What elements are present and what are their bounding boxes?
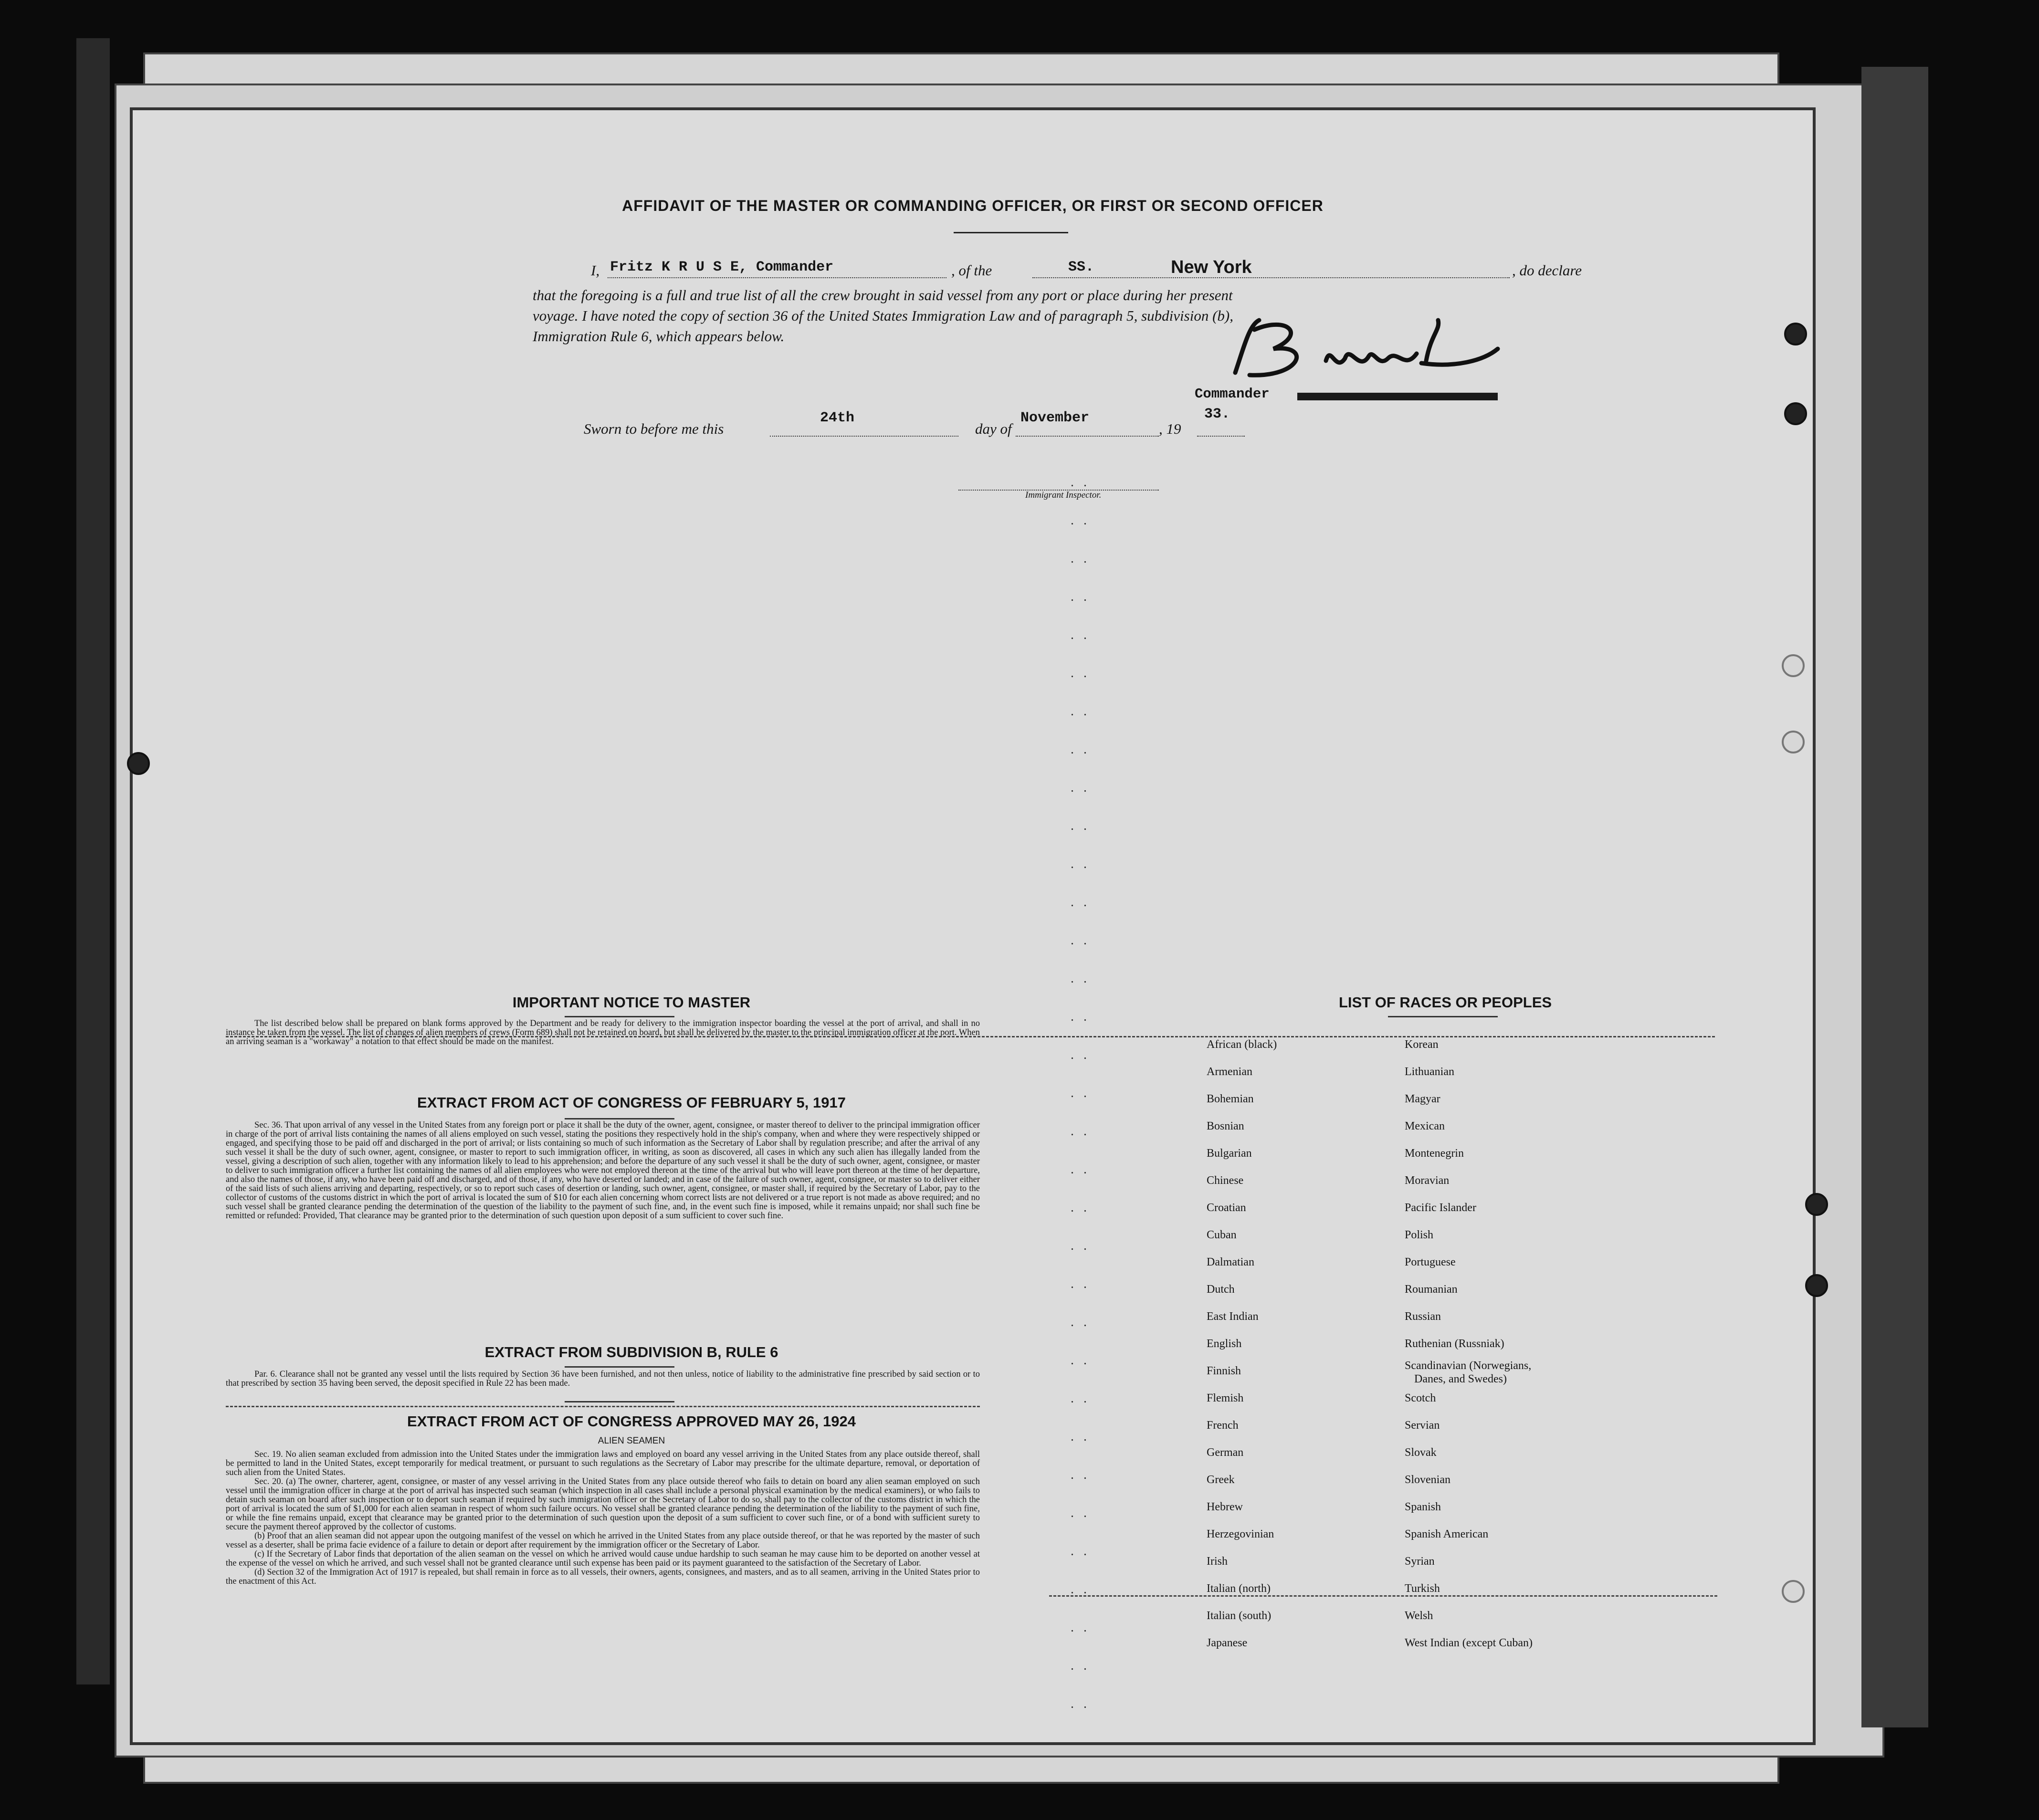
year-prefix: , 19: [1159, 420, 1181, 437]
race-right-8: Polish: [1405, 1229, 1434, 1241]
punch-hole: [1782, 731, 1805, 753]
affidavit-page: [130, 107, 1816, 1745]
day-of-label: day of: [975, 420, 1012, 437]
race-right-13-cont: Danes, and Swedes): [1414, 1373, 1507, 1385]
extract-1917-paragraph: Sec. 36. That upon arrival of any vessel in the United States from any foreign port or place it shall be the duty of the owner, agent, consignee, or master thereof to deliver to the principal immigration officer in charge of the port of arrival lists containing the names of all aliens employed on such vessel, stating the positions they respectively hold in the ship's company, when and where they were respectively shipped or engaged, and specifying those to be paid off and discharged in the port of arrival; or lists containing so much of such information as the Secretary of Labor shall by regulation prescribe; and after the arrival of any such vessel it shall be the duty of such owner, agent, consignee, or master to report to such immigration officer, in writing, as soon as discovered, all cases in which any such alien has illegally landed from the vessel, giving a description of such alien, together with any information likely to lead to his apprehension; and before the departure of any such vessel it shall be the duty of such owner, agent, consignee, or master to deliver to such immigration officer a further list containing the names of all alien employees who were not employed thereon at the time of the arrival but who will leave port thereon at the time of her departure, and also the names of those, if any, who have been paid off and discharged, and of those, if any, who have deserted or landed; and in case of the failure of such owner, agent, consignee, or master so to deliver either of the said lists of such aliens arriving and departing, respectively, or so to report such cases of desertion or landing, such owner, agent, consignee, or master shall, if required by the Secretary of Labor, pay to the collector of customs of the customs district in which the port of arrival is located the sum of $10 for each alien concerning whom correct lists are not delivered or a true report is not made as above required; and no such vessel shall be granted clearance pending the determination of the question of the liability to the payment of such fine, and, in the event such fine is imposed, while it remains unpaid; nor shall such fine be remitted or refunded: Provided, That clearance may be granted prior to the determination of such question upon deposit of a sum sufficient to cover such fine.: [226, 1120, 980, 1221]
race-left-14: Flemish: [1207, 1392, 1244, 1404]
affidavit-prefix: I,: [591, 262, 600, 279]
race-right-3: Magyar: [1405, 1093, 1440, 1105]
extract-1917-text: [226, 1121, 980, 1221]
race-left-7: Croatian: [1207, 1202, 1246, 1214]
of-the-label: , of the: [951, 262, 992, 279]
name-underline: [608, 277, 946, 278]
punch-hole: [1782, 654, 1805, 677]
fold-line-3: [1049, 1595, 1717, 1597]
race-right-5: Montenegrin: [1405, 1147, 1464, 1160]
struck-out-title: [1297, 393, 1498, 400]
extract-1924-sec19: Sec. 19. No alien seaman excluded from admission into the United States under the immigration laws and employed on board any vessel arriving in the United States from any place outside thereof, shall be permitted to land in the United States, except temporarily for medical treatment, or pursuant to such regulations as the Secretary of Labor may prescribe for the ultimate departure, removal, or deportation of such alien from the United States.: [226, 1450, 980, 1477]
race-left-19: Herzegovinian: [1207, 1528, 1274, 1540]
races-heading: LIST OF RACES OR PEOPLES: [1338, 994, 1552, 1011]
declaration-line-3: Immigration Rule 6, which appears below.: [533, 328, 785, 345]
race-right-13: Scandinavian (Norwegians,: [1405, 1360, 1532, 1372]
notice-paragraph: The list described below shall be prepared on blank forms approved by the Department and be ready for delivery to the immigration inspector boarding the vessel at the port of arrival, and shall in no instance be taken from the vessel. The list of changes of alien members of crews (Form 689) shall not be retained on board, but shall be delivered by the master to the principal immigration officer at the port. When an arriving seaman is a "workaway" a notation to that effect should be made on the manifest.: [226, 1019, 980, 1046]
extract-rule6-bottom-rule: [565, 1401, 674, 1402]
sworn-label: Sworn to before me this: [584, 420, 724, 437]
master-signature: [1216, 315, 1503, 392]
fold-line-1: [226, 1036, 1715, 1037]
race-right-19: Spanish American: [1405, 1528, 1489, 1540]
race-left-10: Dutch: [1207, 1283, 1235, 1296]
underlying-punch-hole: [1805, 1274, 1828, 1297]
punch-hole: [1784, 323, 1807, 345]
race-right-14: Scotch: [1405, 1392, 1436, 1404]
races-rule: [1388, 1016, 1498, 1017]
title-underline: [954, 232, 1068, 233]
extract-1924-sec20b: (b) Proof that an alien seaman did not appear upon the outgoing manifest of the vessel on which he arrived in the United States from any place outside thereof, or that he was reported by the master of such vessel as a deserter, shall be prima facie evidence of a failure to detain or deport after requirement by the immigration officer or the Secretary of Labor.: [226, 1531, 980, 1550]
race-right-6: Moravian: [1405, 1174, 1450, 1187]
extract-rule6-paragraph: Par. 6. Clearance shall not be granted any vessel until the lists required by Section 36 have been furnished, and not then unless, notice of liability to the administrative fine prescribed by said section or to that prescribed by section 35 having been served, the deposit specified in Rule 22 has been made.: [226, 1370, 980, 1388]
fold-line-2: [226, 1406, 980, 1407]
extract-1917-heading: EXTRACT FROM ACT OF CONGRESS OF FEBRUARY 5, 1917: [417, 1094, 846, 1111]
underlying-punch-hole: [1805, 1193, 1828, 1216]
signature-title: Commander: [1195, 386, 1270, 402]
punch-hole: [1782, 1580, 1805, 1603]
race-right-2: Lithuanian: [1405, 1066, 1454, 1078]
race-left-4: Bosnian: [1207, 1120, 1244, 1132]
do-declare-label: , do declare: [1512, 262, 1582, 279]
extract-1924-sec20d: (d) Section 32 of the Immigration Act of 1917 is repealed, but shall remain in force as to all vessels, their owners, agents, consignees, and masters, and as to all seamen, arriving in the United States prior to the enactment of this Act.: [226, 1568, 980, 1586]
punch-hole: [1784, 402, 1807, 425]
race-left-9: Dalmatian: [1207, 1256, 1254, 1268]
declaration-line-1: that the foregoing is a full and true list of all the crew brought in said vessel from any port or place during her present: [533, 287, 1233, 303]
race-left-6: Chinese: [1207, 1174, 1244, 1187]
sworn-day: 24th: [820, 410, 855, 426]
race-left-22: Italian (south): [1207, 1610, 1272, 1622]
race-left-13: Finnish: [1207, 1365, 1241, 1377]
race-right-16: Slovak: [1405, 1446, 1437, 1459]
master-name: Fritz K R U S E, Commander: [610, 259, 834, 275]
race-left-11: East Indian: [1207, 1310, 1259, 1323]
race-right-10: Roumanian: [1405, 1283, 1458, 1296]
affidavit-title: AFFIDAVIT OF THE MASTER OR COMMANDING OFFICER, OR FIRST OR SECOND OFFICER: [622, 197, 1324, 214]
extract-rule6-rule: [565, 1366, 674, 1368]
race-right-7: Pacific Islander: [1405, 1202, 1476, 1214]
ship-name: New York: [1171, 257, 1252, 277]
race-left-15: French: [1207, 1419, 1239, 1432]
notice-rule: [565, 1016, 674, 1017]
race-right-21: Turkish: [1405, 1582, 1440, 1595]
race-left-23: Japanese: [1207, 1637, 1248, 1649]
extract-1924-sec20a: Sec. 20. (a) The owner, charterer, agent, consignee, or master of any vessel arriving in the United States from any place outside thereof who fails to detain on board any alien seaman employed on such vessel until the immigration officer in charge at the port of arrival has inspected such seaman (which inspection in all cases shall include a personal physical examination by the medical examiners), or who fails to detain such seaman on board after such inspection or to deport such seaman if required by such immigration officer or the Secretary of Labor to do so, shall pay to the collector of the customs district in which the port of arrival is located the sum of $1,000 for each alien seaman in respect of whom such failure occurs. No vessel shall be granted clearance pending the determination of the liability to the payment of such fine, or while the fine remains unpaid, except that clearance may be granted prior to the determination of such question upon the deposit of a sum sufficient to cover such fine, or of a bond with sufficient surety to secure the payment thereof approved by the collector of customs.: [226, 1477, 980, 1532]
sworn-month: November: [1020, 410, 1090, 426]
race-right-15: Servian: [1405, 1419, 1440, 1432]
extract-1917-rule: [565, 1118, 674, 1119]
ship-prefix: SS.: [1068, 259, 1094, 275]
race-right-22: Welsh: [1405, 1610, 1433, 1622]
sworn-year: 33.: [1204, 406, 1230, 422]
race-right-9: Portuguese: [1405, 1256, 1456, 1268]
extract-rule6-heading: EXTRACT FROM SUBDIVISION B, RULE 6: [484, 1344, 778, 1360]
race-left-17: Greek: [1207, 1474, 1235, 1486]
race-left-5: Bulgarian: [1207, 1147, 1252, 1160]
notice-text: [226, 1019, 980, 1046]
race-left-8: Cuban: [1207, 1229, 1237, 1241]
race-left-18: Hebrew: [1207, 1501, 1243, 1513]
race-left-2: Armenian: [1207, 1066, 1252, 1078]
race-left-21: Italian (north): [1207, 1582, 1271, 1595]
extract-1924-subheading: ALIEN SEAMEN: [598, 1436, 665, 1446]
ship-underline: [1032, 277, 1510, 278]
right-dark-band: [1861, 67, 1928, 1727]
inspector-label: Immigrant Inspector.: [1025, 490, 1102, 500]
race-right-18: Spanish: [1405, 1501, 1441, 1513]
race-left-1: African (black): [1207, 1038, 1277, 1051]
year-underline: [1197, 436, 1245, 437]
declaration-line-2: voyage. I have noted the copy of section 36 of the United States Immigration Law and of paragraph 5, subdivision (b),: [533, 307, 1233, 324]
race-right-20: Syrian: [1405, 1555, 1435, 1568]
race-right-12: Ruthenian (Russniak): [1405, 1338, 1504, 1350]
extract-rule6-text: [226, 1370, 980, 1388]
month-underline: [1016, 436, 1159, 437]
extract-1924-heading: EXTRACT FROM ACT OF CONGRESS APPROVED MAY 26, 1924: [407, 1413, 856, 1430]
race-left-20: Irish: [1207, 1555, 1228, 1568]
race-right-11: Russian: [1405, 1310, 1441, 1323]
extract-1924-sec20c: (c) If the Secretary of Labor finds that deportation of the alien seaman on the vessel on which he arrived would cause undue hardship to such seaman he may cause him to be deported on another vessel at the expense of the vessel on which he arrived, and such vessel shall not be granted clearance until such expense has been paid or its payment guaranteed to the satisfaction of the Secretary of Labor.: [226, 1549, 980, 1568]
race-left-3: Bohemian: [1207, 1093, 1254, 1105]
race-left-12: English: [1207, 1338, 1242, 1350]
race-right-17: Slovenian: [1405, 1474, 1450, 1486]
notice-heading: IMPORTANT NOTICE TO MASTER: [512, 994, 751, 1011]
race-right-4: Mexican: [1405, 1120, 1445, 1132]
day-underline: [770, 436, 958, 437]
column-dots: .. .. .. .. .. .. .. .. .. .. .. .. .. .. .. .. .. .. .. .. .. .. .. .. .. .. .. .. .. .. .. .. ..: [1071, 475, 1096, 1711]
race-left-16: German: [1207, 1446, 1244, 1459]
left-binding-edge: [76, 38, 110, 1684]
punch-hole: [127, 752, 150, 775]
race-right-1: Korean: [1405, 1038, 1439, 1051]
extract-1924-text: [226, 1450, 980, 1586]
race-right-23: West Indian (except Cuban): [1405, 1637, 1533, 1649]
